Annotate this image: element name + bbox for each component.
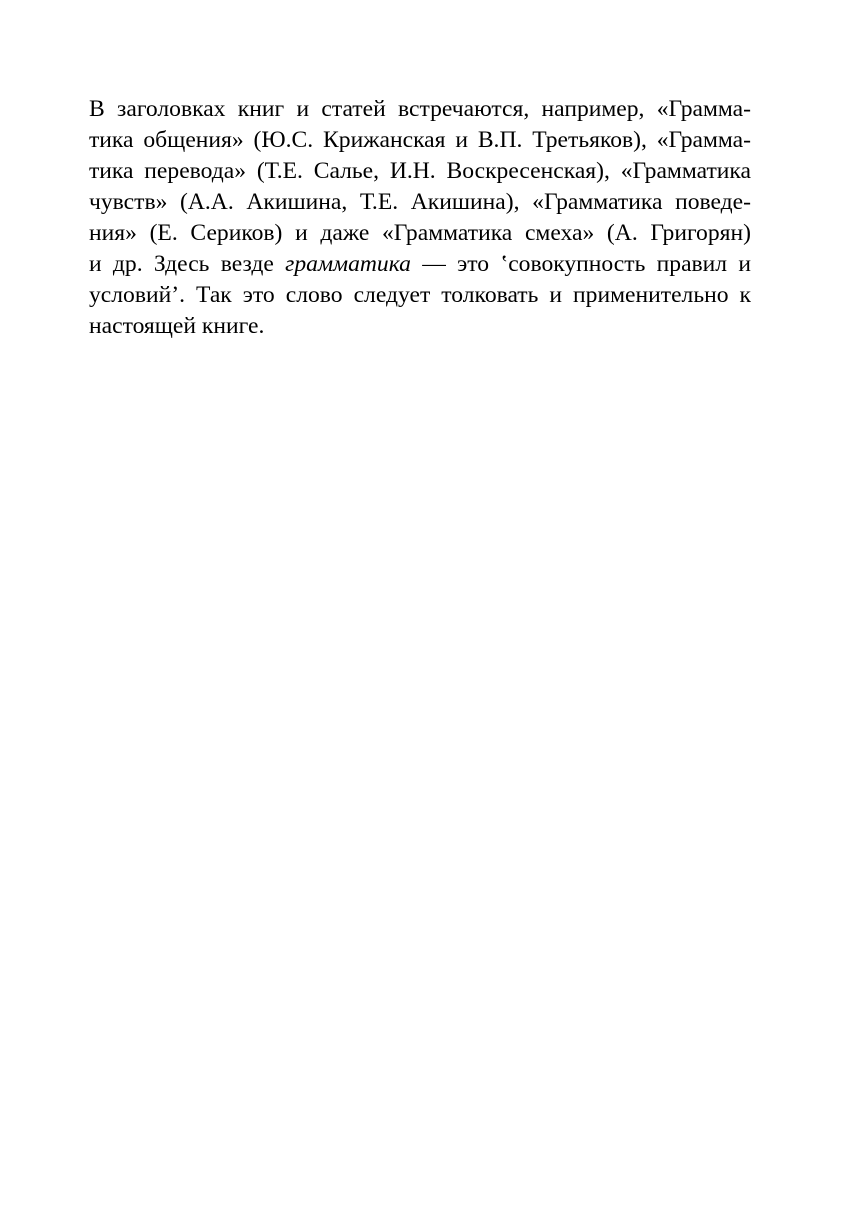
paragraph-line-4 — [89, 187, 751, 218]
line-text: ния» (Е. Сериков) и даже «Грамматика смеха» (А. Григорян) — [89, 220, 751, 246]
line-text: условий’. Так это слово следует толковать и применительно к — [89, 282, 751, 308]
paragraph-line-2 — [89, 125, 751, 156]
paragraph-line-3 — [89, 156, 751, 187]
line-text: тика перевода» (Т.Е. Салье, И.Н. Воскресенская), «Грамматика — [89, 158, 751, 184]
paragraph-line-6 — [89, 249, 751, 280]
line-text: тика общения» (Ю.С. Крижанская и В.П. Третьяков), «Грамма- — [89, 127, 751, 153]
line-text: чувств» (А.А. Акишина, Т.Е. Акишина), «Грамматика поведе- — [89, 189, 751, 215]
paragraph-line-1 — [89, 94, 751, 125]
line-text: настоящей книге. — [89, 313, 265, 339]
line-text: В заголовках книг и статей встречаются, например, «Грамма- — [89, 96, 751, 122]
italic-term: грамматика — [285, 251, 411, 277]
line-text-after: — это ʽсовокупность правил и — [410, 251, 751, 277]
paragraph-line-5 — [89, 218, 751, 249]
line-text-before: и др. Здесь везде — [89, 251, 286, 277]
paragraph-line-8 — [89, 311, 751, 342]
paragraph-line-7 — [89, 280, 751, 311]
paragraph — [89, 94, 751, 342]
